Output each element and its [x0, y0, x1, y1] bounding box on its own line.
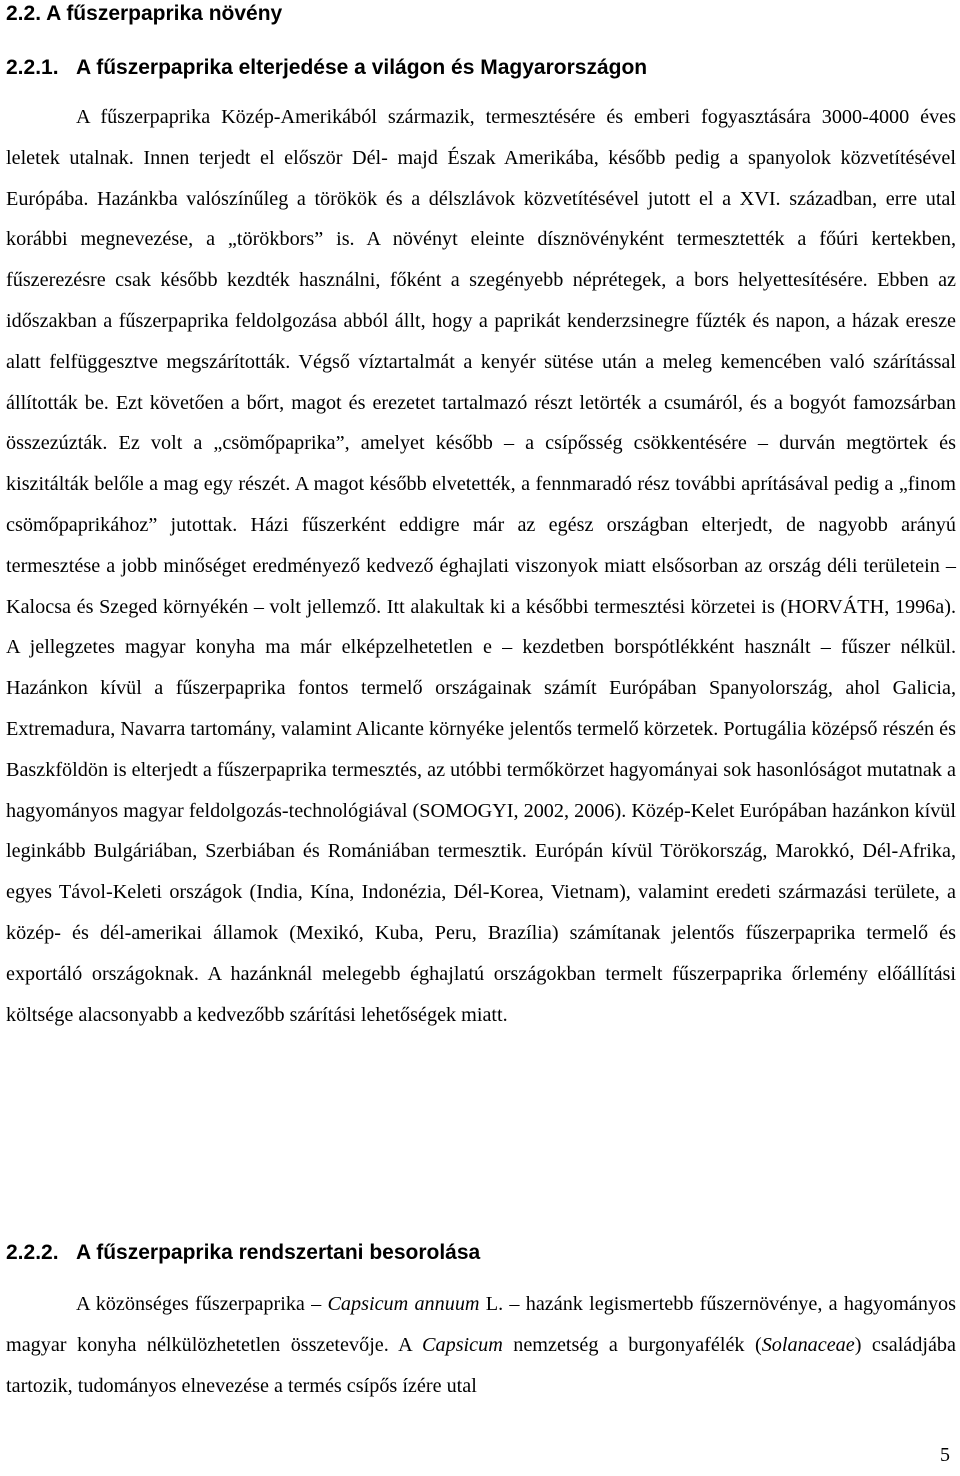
subsection-title-1: A fűszerpaprika elterjedése a világon és Magyarországon: [76, 56, 648, 79]
section-number: 2.2.: [6, 2, 42, 25]
body-paragraph-1: A fűszerpaprika Közép-Amerikából származik, termesztésére és emberi fogyasztására 3000-4000 éves leletek utalnak. Innen terjedt el először Dél- majd Észak Amerikába, később pedig a spanyolok közvetítésével Európába. Hazánkba valószínűleg a törökök és a délszlávok közvetítésével jutott el a XVI. században, erre utal korábbi megnevezése, a „törökbors” is. A növényt eleinte dísznövényként termesztették a főúri kertekben, fűszerezésre csak később kezdték használni, főként a szegényebb néprétegek, a bors helyettesítésére. Ebben az időszakban a fűszerpaprika feldolgozása abból állt, hogy a paprikát kenderzsinegre fűzték és napon, a házak eresze alatt felfüggesztve megszárították. Végső víztartalmát a kenyér sütése után a meleg kemencében való szárítással állították be. Ezt követően a bőrt, magot és erezetet tartalmazó részt letörték a csumáról, és a bogyót famozsárban összezúzták. Ez volt a „csömőpaprika”, amelyet később – a csípősség csökkentésére – durván megtörtek és kiszitálták belőle a mag egy részét. A magot később elvetették, a fennmaradó rész további aprításával pedig a „finom csömőpaprikához” jutottak. Házi fűszerként eddigre már az egész országban elterjedt, de nagyobb arányú termesztése a jobb minőséget eredményező kedvező éghajlati viszonyok miatt elsősorban az ország déli területein – Kalocsa és Szeged környékén – volt jellemző. Itt alakultak ki a későbbi termesztési körzetei is (HORVÁTH, 1996a). A jellegzetes magyar konyha ma már elképzelhetetlen e – kezdetben borspótlékként használt – fűszer nélkül. Hazánkon kívül a fűszerpaprika fontos termelő országainak számít Európában Spanyolország, ahol Galicia, Extremadura, Navarra tartomány, valamint Alicante környéke jelentős termelő körzetek. Portugália középső részén és Baszkföldön is elterjedt a fűszerpaprika termesztés, az utóbbi termőkörzet hagyományai sok hasonlóságot mutatnak a hagyományos magyar feldolgozás-technológiával (SOMOGYI, 2002, 2006). Közép-Kelet Európában hazánkon kívül leginkább Bulgáriában, Szerbiában és Romániában termesztik. Európán kívül Törökország, Marokkó, Dél-Afrika, egyes Távol-Keleti országok (India, Kína, Indonézia, Dél-Korea, Vietnam), valamint eredeti származási területe, a közép- és dél-amerikai államok (Mexikó, Kuba, Peru, Brazília) számítanak jelentős fűszerpaprika termelő és exportáló országoknak. A hazánknál melegebb éghajlatú országokban termelt fűszerpaprika őrlemény előállítási költsége alacsonyabb a kedvezőbb szárítási lehetőségek miatt.: [6, 106, 956, 1026]
genus-name: Capsicum: [422, 1333, 503, 1356]
scientific-name: Capsicum annuum: [327, 1293, 480, 1315]
subsection-number-2: 2.2.2.: [6, 1241, 59, 1264]
paragraph-text: L. – hazánk legismertebb fűszernövénye, a hagyományos magyar konyha nélkülözhetetlen összetevője. A: [6, 1293, 956, 1356]
family-name: Solanaceae: [761, 1333, 855, 1356]
subsection-number-1: 2.2.1.: [6, 56, 59, 79]
paragraph-text: ) családjába tartozik, tudományos elnevezése a termés csípős ízére utal: [6, 1333, 956, 1397]
subsection-heading-2: [6, 1239, 480, 1267]
page-number: 5: [940, 1444, 950, 1466]
subsection-title-2: A fűszerpaprika rendszertani besorolása: [76, 1241, 481, 1264]
paragraph-text: A közönséges fűszerpaprika –: [76, 1293, 328, 1315]
section-heading: [6, 0, 282, 28]
section-title: A fűszerpaprika növény: [46, 2, 283, 25]
paragraph-text: nemzetség a burgonyafélék (: [502, 1333, 762, 1356]
body-paragraph-2: [6, 1284, 956, 1406]
subsection-heading-1: [6, 54, 647, 82]
